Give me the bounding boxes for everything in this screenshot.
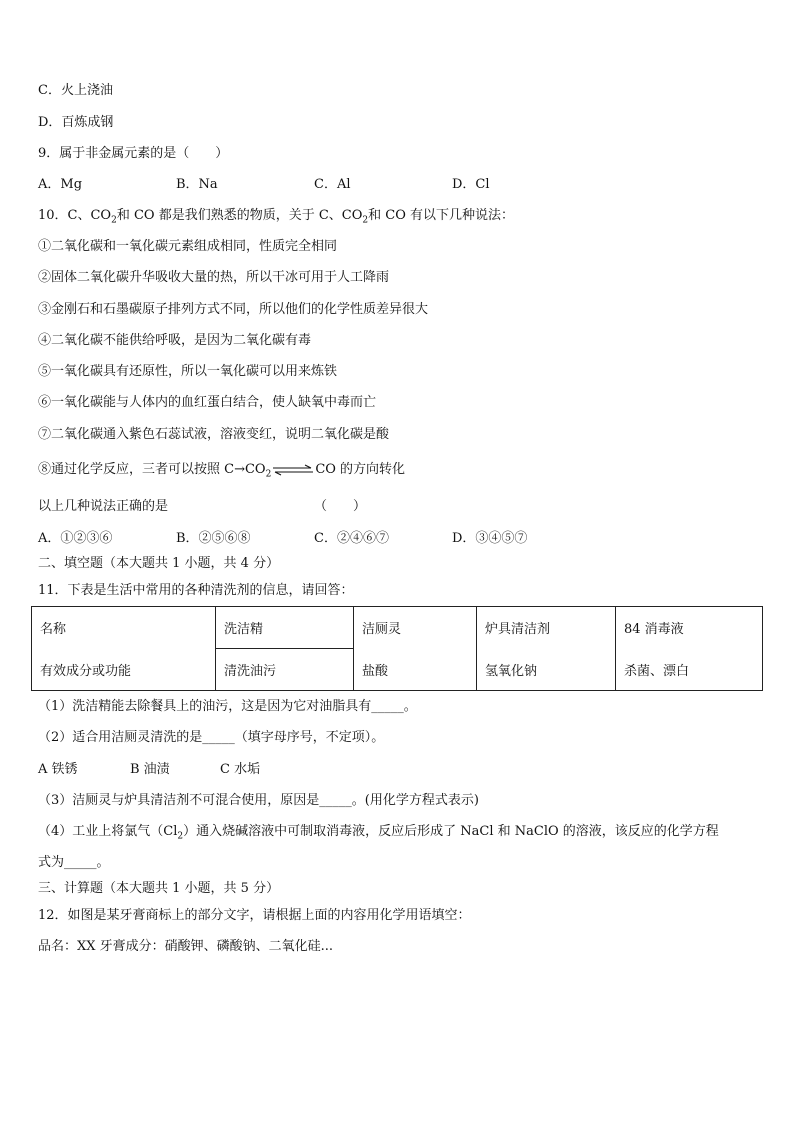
table-cell: 清洗油污 xyxy=(216,649,354,691)
table-cell: 杀菌、漂白 xyxy=(616,649,763,691)
q11-part-2: （2）适合用洁厕灵清洗的是_____（填字母序号，不定项）。 xyxy=(38,730,385,745)
cleaner-table xyxy=(31,606,763,691)
statement-8 xyxy=(38,461,405,484)
q10-text-b: 和 CO 都是我们熟悉的物质，关于 C、CO xyxy=(116,208,363,223)
table-cell: 盐酸 xyxy=(354,649,477,691)
statement-3: ③金刚石和石墨碳原子排列方式不同，所以他们的化学性质差异很大 xyxy=(38,302,429,317)
statement-1: ①二氧化碳和一氧化碳元素组成相同，性质完全相同 xyxy=(38,239,338,254)
statement-5: ⑤一氧化碳具有还原性，所以一氧化碳可以用来炼铁 xyxy=(38,364,338,379)
question-9: 9．属于非金属元素的是（ ） xyxy=(38,146,229,161)
subscript: 2 xyxy=(111,215,117,226)
q10-text-c: 和 CO 有以下几种说法： xyxy=(368,208,514,223)
table-cell: 氢氧化钠 xyxy=(477,649,616,691)
table-cell: 84 消毒液 xyxy=(616,607,763,649)
q11-part-3: （3）洁厕灵与炉具清洁剂不可混合使用，原因是_____。(用化学方程式表示) xyxy=(38,793,479,808)
q11-4-text-a: （4）工业上将氯气（Cl xyxy=(38,824,178,839)
question-12: 12．如图是某牙膏商标上的部分文字，请根据上面的内容用化学用语填空： xyxy=(38,908,471,923)
q9-option-a: A．Mg xyxy=(38,177,83,192)
q11-option-a: A 铁锈 xyxy=(38,762,78,777)
section-2-heading: 二、填空题（本大题共 1 小题，共 4 分） xyxy=(38,556,280,571)
question-11: 11．下表是生活中常用的各种清洗剂的信息，请回答： xyxy=(38,583,354,598)
answer-paren: （ ） xyxy=(314,499,367,514)
option-d-steel: D．百炼成钢 xyxy=(38,115,114,130)
q11-part-4-cont: 式为_____。 xyxy=(38,855,110,870)
reversible-arrow-icon xyxy=(271,464,315,476)
table-cell: 洁厕灵 xyxy=(354,607,477,649)
q11-part-1: （1）洗洁精能去除餐具上的油污，这是因为它对油脂具有_____。 xyxy=(38,699,417,714)
q11-option-b: B 油渍 xyxy=(130,762,170,777)
q10-option-c: C．②④⑥⑦ xyxy=(314,531,389,546)
q11-4-text-b: ）通入烧碱溶液中可制取消毒液，反应后形成了 NaCl 和 NaClO 的溶液，该反应的化学方程 xyxy=(183,824,719,839)
question-10 xyxy=(38,207,514,230)
option-c-fire: C．火上浇油 xyxy=(38,83,113,98)
subscript: 2 xyxy=(362,215,369,226)
subscript: 2 xyxy=(265,469,272,480)
q9-option-d: D．Cl xyxy=(452,177,490,192)
statement-7: ⑦二氧化碳通入紫色石蕊试液，溶液变红，说明二氧化碳是酸 xyxy=(38,427,390,442)
table-cell: 名称 xyxy=(32,607,216,649)
q10-text-a: 10．C、CO xyxy=(38,208,112,223)
table-row xyxy=(32,649,763,691)
correct-statements-prompt: 以上几种说法正确的是 xyxy=(38,499,169,514)
statement-6: ⑥一氧化碳能与人体内的血红蛋白结合，使人缺氧中毒而亡 xyxy=(38,395,377,410)
s8-text-b: CO 的方向转化 xyxy=(315,462,406,477)
q10-option-d: D．③④⑤⑦ xyxy=(452,531,528,546)
q10-option-a: A．①②③⑥ xyxy=(38,531,113,546)
q10-option-b: B．②⑤⑥⑧ xyxy=(176,531,251,546)
toothpaste-label: 品名：XX 牙膏成分：硝酸钾、磷酸钠、二氧化硅... xyxy=(38,939,334,954)
s8-text-a: ⑧通过化学反应，三者可以按照 C→CO xyxy=(38,462,266,477)
q11-part-4 xyxy=(38,823,719,846)
table-cell: 洗洁精 xyxy=(216,607,354,649)
table-row xyxy=(32,607,763,649)
table-cell: 有效成分或功能 xyxy=(32,649,216,691)
statement-4: ④二氧化碳不能供给呼吸，是因为二氧化碳有毒 xyxy=(38,333,312,348)
subscript: 2 xyxy=(177,831,184,842)
q9-option-c: C．Al xyxy=(314,177,351,192)
statement-2: ②固体二氧化碳升华吸收大量的热，所以干冰可用于人工降雨 xyxy=(38,270,390,285)
section-3-heading: 三、计算题（本大题共 1 小题，共 5 分） xyxy=(38,881,280,896)
q11-option-c: C 水垢 xyxy=(220,762,261,777)
table-cell: 炉具清洁剂 xyxy=(477,607,616,649)
q9-option-b: B．Na xyxy=(176,177,218,192)
